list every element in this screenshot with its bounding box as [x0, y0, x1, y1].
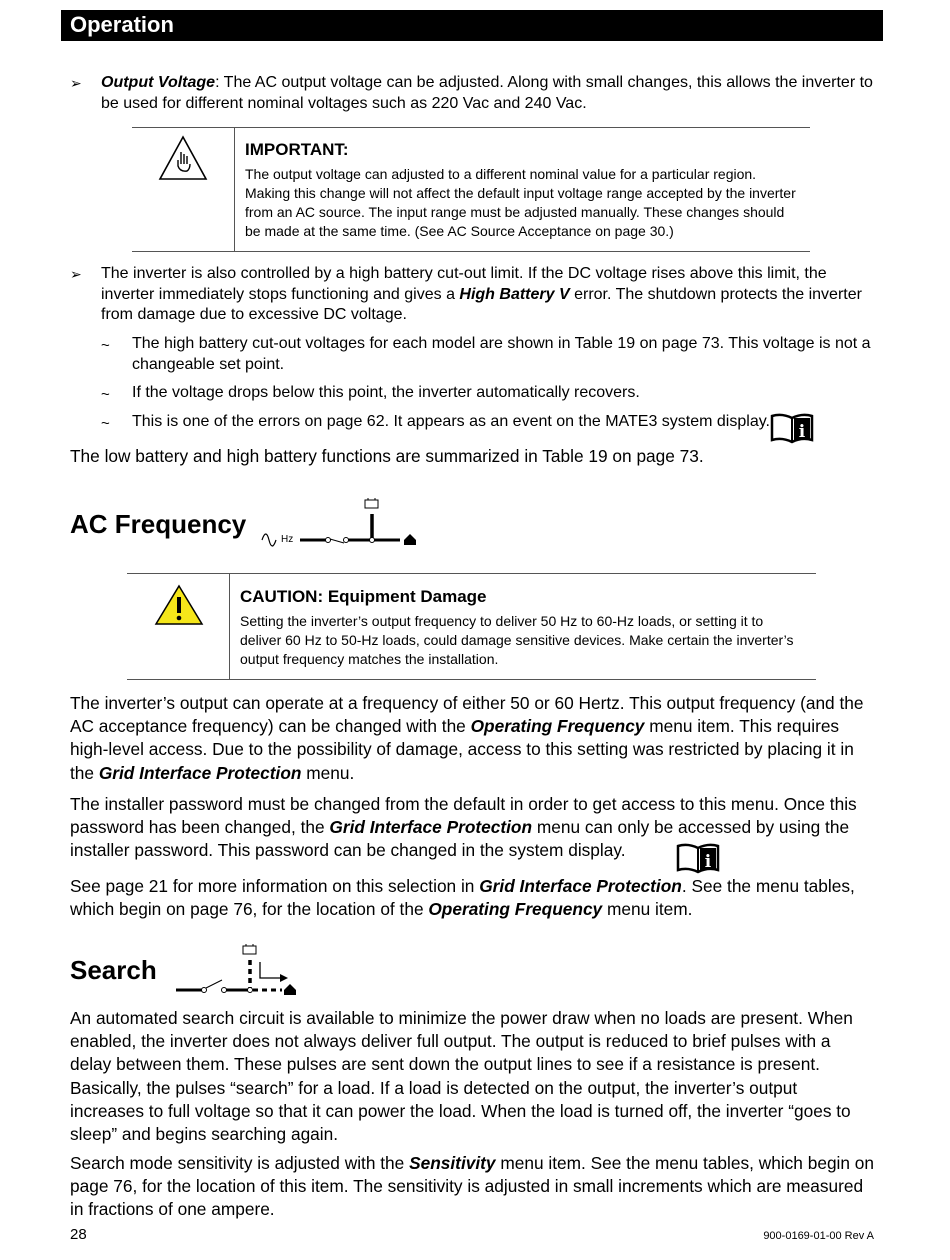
- ac-frequency-heading: AC Frequency: [70, 509, 247, 539]
- p1-term-1: Operating Frequency: [470, 716, 645, 737]
- output-voltage-text: : The AC output voltage can be adjusted. Along with small changes, this allows the inverter to be used for different nominal voltages such as 220 Vac and 240 Vac.: [101, 74, 873, 112]
- caution-triangle-icon: [154, 584, 204, 626]
- p2-text-b: menu can only be accessed by using the installer password. This password can be changed in the system display.: [70, 817, 850, 861]
- hz-label: Hz: [281, 534, 294, 545]
- output-voltage-term: Output Voltage: [101, 74, 216, 91]
- caution-title: CAUTION: Equipment Damage: [240, 587, 487, 606]
- svg-text:i: i: [704, 852, 712, 872]
- search-paragraph-1: An automated search circuit is available to minimize the power draw when no loads are present. When enabled, the inverter does not always deliver full output. The output is reduced to brief pulses with a delay between them. These pulses are sent down the output lines to see if a resistance is present. Basically, the pulses “search” for a load. If a load is detected on the output, the inverter’s output increases to full voltage so that it can power the load. When the load is turned off, the inverter “goes to sleep” and begins searching again.: [70, 1008, 853, 1145]
- p2-text-a: The installer password must be changed from the default in order to get access to this menu. Once this password has been changed, the: [70, 794, 857, 838]
- section-header-title: Operation: [70, 12, 174, 37]
- ac-frequency-paragraph-1: [70, 692, 875, 785]
- house-icon: [284, 984, 296, 995]
- battery-icon: [243, 944, 256, 954]
- p3-text-c: menu item.: [602, 899, 693, 920]
- search-heading: Search: [70, 955, 157, 985]
- house-icon: [404, 534, 416, 545]
- ac-frequency-paragraph-2: [70, 793, 875, 863]
- p3-term-1: Grid Interface Protection: [479, 876, 682, 896]
- p3-term-2: Operating Frequency: [428, 899, 603, 920]
- output-voltage-paragraph: [101, 73, 876, 114]
- hand-warning-icon: [157, 134, 209, 182]
- p1-term-2: Grid Interface Protection: [98, 762, 302, 783]
- high-battery-text-a: The inverter is also controlled by a high battery cut-out limit. If the DC voltage rises above this limit, the inverter immediately stops functioning and gives a: [101, 265, 827, 303]
- p2-term: Grid Interface Protection: [329, 817, 533, 838]
- document-id: 900-0169-01-00 Rev A: [763, 1230, 874, 1242]
- section-header-bar: [61, 10, 883, 41]
- important-title: IMPORTANT:: [245, 140, 349, 159]
- book-info-icon: [770, 412, 814, 444]
- search-paragraph-2: [70, 1152, 875, 1222]
- search-p2-text-b: menu item. See the menu tables, which begin on page 76, for the location of this item. The sensitivity is adjusted in small increments which are measured in fractions of one ampere.: [70, 1153, 875, 1220]
- important-body: The output voltage can adjusted to a different nominal value for a particular region. Making this change will not affect the default input voltage range accepted by the inverter from an AC source. The input range must be adjusted manually. These changes should be made at the same time. (See AC Source Acceptance on page 30.): [245, 166, 796, 239]
- ac-frequency-paragraph-3: [70, 875, 875, 921]
- svg-text:i: i: [798, 422, 806, 442]
- ac-wave-icon: [262, 534, 276, 546]
- search-p2-term: Sensitivity: [409, 1153, 496, 1173]
- tilde-bullet: ~: [101, 386, 110, 403]
- note-divider: [234, 128, 235, 251]
- high-battery-paragraph: [101, 264, 876, 326]
- sub-item: If the voltage drops below this point, the inverter automatically recovers.: [132, 384, 640, 401]
- search-p2-text-a: Search mode sensitivity is adjusted with the: [70, 1153, 410, 1173]
- high-battery-term: High Battery V: [459, 285, 570, 303]
- sub-item: The high battery cut-out voltages for each model are shown in Table 19 on page 73. This voltage is not a changeable set point.: [132, 335, 871, 373]
- caution-body: Setting the inverter’s output frequency to deliver 50 Hz to 60-Hz loads, or setting it to deliver 60 Hz to 50-Hz loads, could damage sensitive devices. Make certain the inverter’s output frequency matches the installation.: [240, 613, 794, 667]
- book-info-icon: [676, 842, 720, 874]
- p3-text-a: See page 21 for more information on this selection in: [70, 876, 480, 896]
- tilde-bullet: ~: [101, 415, 110, 432]
- bullet-arrow-icon: ➢: [70, 266, 82, 282]
- p1-text-b: menu item. This requires high-level access. Due to the possibility of damage, access to this setting was restricted by placing it in the: [70, 716, 854, 783]
- search-diagram: [172, 942, 302, 998]
- p1-text-a: The inverter’s output can operate at a frequency of either 50 or 60 Hertz. This output frequency (and the AC acceptance frequency) can be changed with the: [70, 693, 864, 737]
- high-battery-text-b: error. The shutdown protects the inverter from damage due to excessive DC voltage.: [101, 285, 862, 323]
- bullet-arrow-icon: ➢: [70, 75, 82, 91]
- battery-icon: [365, 498, 378, 508]
- summary-line: The low battery and high battery functions are summarized in Table 19 on page 73.: [70, 446, 704, 466]
- page-number: 28: [70, 1226, 87, 1243]
- tilde-bullet: ~: [101, 337, 110, 354]
- p3-text-b: . See the menu tables, which begin on page 76, for the location of the: [70, 876, 855, 920]
- sub-item: This is one of the errors on page 62. It appears as an event on the MATE3 system display.: [132, 413, 770, 430]
- note-divider: [229, 574, 230, 679]
- p1-text-c: menu.: [301, 762, 355, 783]
